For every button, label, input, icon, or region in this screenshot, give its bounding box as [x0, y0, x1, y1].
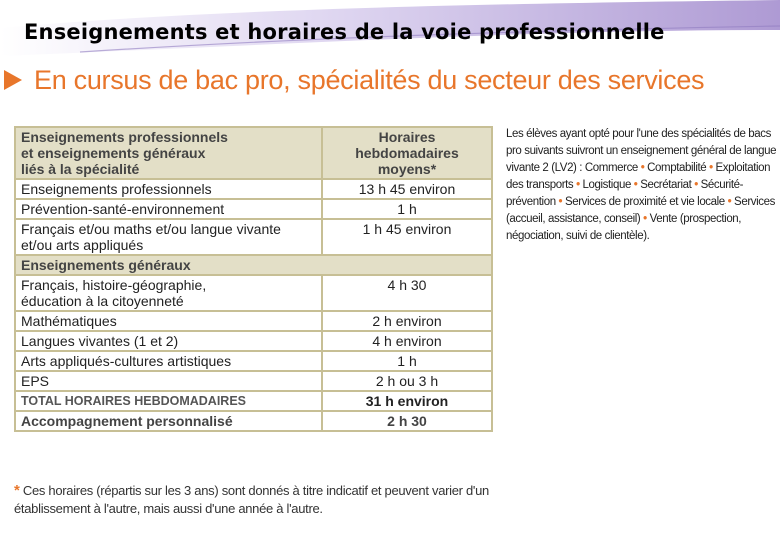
row-hours: 2 h ou 3 h — [322, 371, 492, 391]
side-note-item: Services (accueil, assistance, conseil) — [506, 196, 775, 225]
side-note — [506, 126, 778, 245]
bullet-icon: • — [727, 196, 732, 208]
total-label: TOTAL HORAIRES HEBDOMADAIRES — [15, 391, 322, 411]
row-label: Mathématiques — [15, 311, 322, 331]
side-note-item: Comptabilité — [647, 162, 707, 174]
bullet-icon: • — [633, 179, 638, 191]
row-label-line: éducation à la citoyenneté — [21, 293, 184, 309]
footnote-text: Ces horaires (répartis sur les 3 ans) sont donnés à titre indicatif et peuvent varier d'un établissement à l'autre, mais aussi d'une année à l'autre. — [14, 483, 489, 516]
row-label-line: Français et/ou maths et/ou langue vivante — [21, 221, 281, 237]
bullet-icon: • — [558, 196, 563, 208]
subtitle: En cursus de bac pro, spécialités du secteur des services — [34, 64, 705, 95]
row-hours: 1 h — [322, 199, 492, 219]
section-row — [15, 255, 492, 275]
row-label: Langues vivantes (1 et 2) — [15, 331, 322, 351]
bullet-icon: • — [643, 213, 647, 225]
bullet-icon: • — [640, 162, 645, 174]
footnote — [14, 482, 494, 518]
side-note-intro: Les élèves ayant opté pour l'une des spécialités de bacs pro suivants suivront un enseignement général de langue vivante 2 (LV2) : — [506, 128, 777, 174]
row-hours: 2 h environ — [322, 311, 492, 331]
total-row — [15, 391, 492, 411]
row-label: Enseignements professionnels — [15, 179, 322, 199]
header-line: Enseignements professionnels — [21, 129, 228, 145]
table-row — [15, 351, 492, 371]
side-note-item: Services de proximité et vie locale — [564, 196, 725, 208]
header-col-subjects — [15, 127, 322, 179]
accompagnement-hours: 2 h 30 — [322, 411, 492, 431]
row-label: Prévention-santé-environnement — [15, 199, 322, 219]
table-row — [15, 275, 492, 311]
table-header-row — [15, 127, 492, 179]
row-hours: 1 h — [322, 351, 492, 371]
side-note-item: Vente (prospection, négociation, suivi de clientèle). — [506, 213, 742, 242]
row-label — [15, 219, 322, 255]
table-row — [15, 219, 492, 255]
row-label-line: Français, histoire-géographie, — [21, 277, 207, 293]
row-label-line: et/ou arts appliqués — [21, 237, 144, 253]
side-note-item: Logistique — [582, 179, 631, 191]
header-col-hours — [322, 127, 492, 179]
side-note-item: Exploitation des transports — [506, 162, 771, 191]
table-row — [15, 371, 492, 391]
side-note-item: Sécurité-prévention — [506, 179, 744, 208]
row-hours: 4 h environ — [322, 331, 492, 351]
row-label — [15, 275, 322, 311]
bullet-icon: • — [576, 179, 580, 191]
table-row — [15, 311, 492, 331]
subtitle-row — [4, 64, 704, 96]
hours-table — [14, 126, 493, 432]
side-note-item: Secrétariat — [640, 179, 692, 191]
total-hours: 31 h environ — [322, 391, 492, 411]
header-line: moyens* — [377, 161, 437, 177]
side-note-item: Commerce — [584, 162, 638, 174]
accompagnement-row — [15, 411, 492, 431]
table-row — [15, 179, 492, 199]
page-title: Enseignements et horaires de la voie professionnelle — [24, 20, 665, 44]
accompagnement-label: Accompagnement personnalisé — [15, 411, 322, 431]
row-label: EPS — [15, 371, 322, 391]
row-hours: 4 h 30 — [322, 275, 492, 311]
bullet-icon: • — [694, 179, 698, 191]
header-line: liés à la spécialité — [21, 161, 140, 177]
header-line: et enseignements généraux — [21, 145, 206, 161]
arrow-right-icon — [4, 70, 22, 90]
row-hours: 13 h 45 environ — [322, 179, 492, 199]
table-row — [15, 331, 492, 351]
header-line: Horaires hebdomadaires — [355, 129, 459, 161]
footnote-marker: * — [14, 482, 20, 499]
row-label: Arts appliqués-cultures artistiques — [15, 351, 322, 371]
section-label: Enseignements généraux — [15, 255, 492, 275]
row-hours: 1 h 45 environ — [322, 219, 492, 255]
table-row — [15, 199, 492, 219]
bullet-icon: • — [709, 162, 713, 174]
